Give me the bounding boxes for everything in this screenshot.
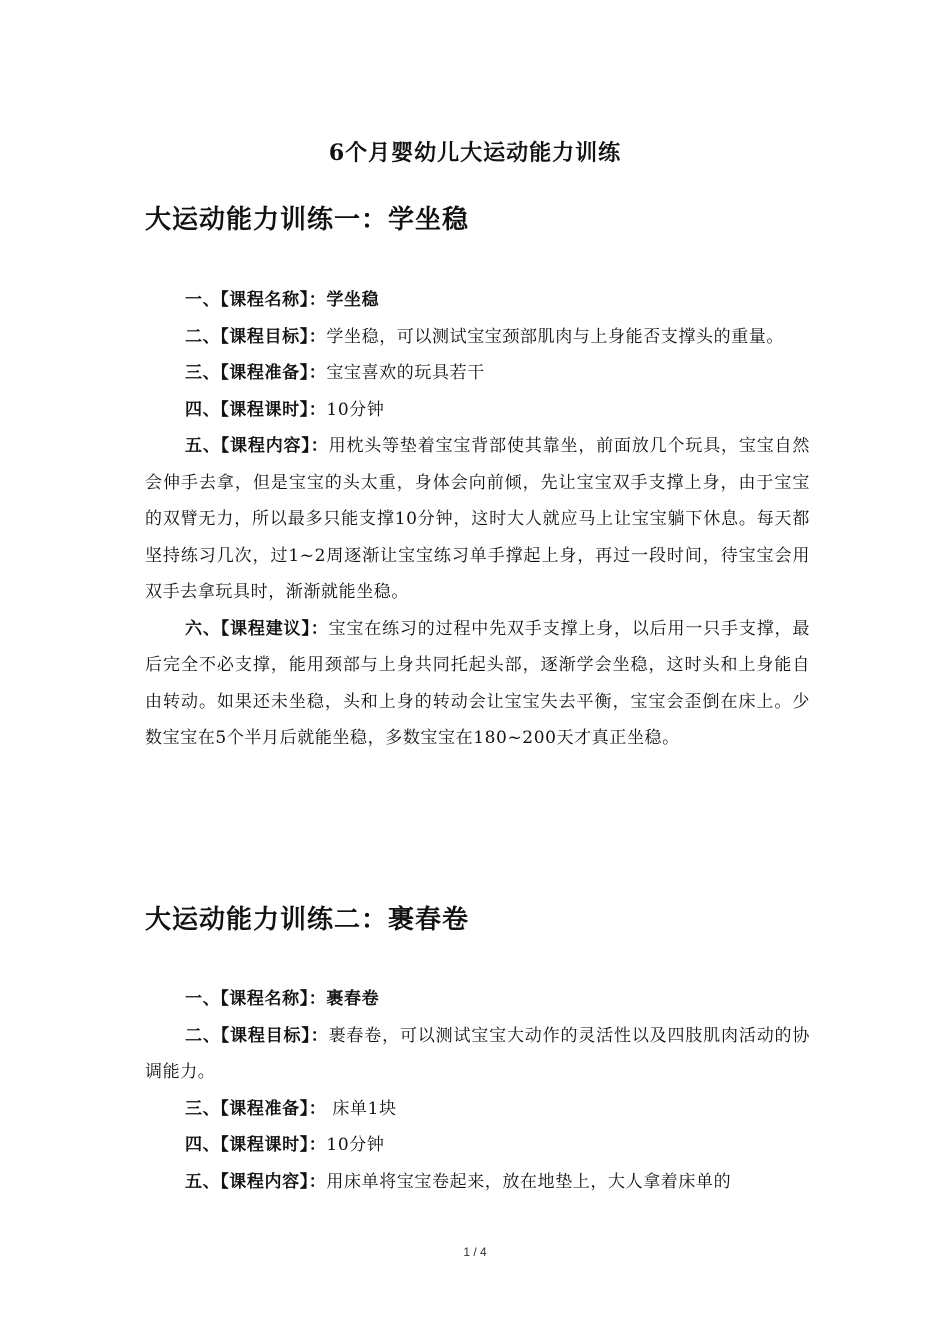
item-label: 五、【课程内容】： — [185, 1171, 327, 1192]
course-goal-item — [145, 319, 810, 356]
item-text: 裹春卷 — [326, 989, 380, 1009]
item-label: 一、【课程名称】： — [185, 989, 327, 1009]
item-label: 三、【课程准备】： — [185, 1098, 327, 1119]
course-advice-item — [145, 611, 810, 757]
course-prep-item — [145, 355, 810, 392]
item-text: 床单1块 — [326, 1098, 397, 1119]
section-heading-2: 大运动能力训练二：裹春卷 — [145, 905, 470, 935]
course-name-item — [145, 981, 810, 1018]
item-label: 三、【课程准备】： — [185, 363, 327, 383]
item-label: 五、【课程内容】： — [185, 436, 329, 456]
course-duration-item — [145, 1127, 810, 1164]
course-prep-item — [145, 1091, 810, 1128]
course-content-item — [145, 1164, 810, 1201]
course-content-item — [145, 428, 810, 611]
item-text: 宝宝在练习的过程中先双手支撑上身，以后用一只手支撑，最后完全不必支撑，能用颈部与上身共同托起头部，逐渐学会坐稳，这时头和上身能自由转动。如果还未坐稳，头和上身的转动会让宝宝失去平衡，宝宝会歪倒在床上。少数宝宝在5个半月后就能坐稳，多数宝宝在180~200天才真正坐稳。 — [145, 618, 810, 748]
item-label: 一、【课程名称】： — [185, 290, 327, 310]
item-text: 用床单将宝宝卷起来，放在地垫上，大人拿着床单的 — [326, 1171, 732, 1192]
page-number: 1 / 4 — [463, 1245, 487, 1259]
item-text: 用枕头等垫着宝宝背部使其靠坐，前面放几个玩具，宝宝自然会伸手去拿，但是宝宝的头太重，身体会向前倾，先让宝宝双手支撑上身，由于宝宝的双臂无力，所以最多只能支撑10分钟，这时大人就应马上让宝宝躺下休息。每天都坚持练习几次，过1~2周逐渐让宝宝练习单手撑起上身，再过一段时间，待宝宝会用双手去拿玩具时，渐渐就能坐稳。 — [145, 436, 810, 602]
item-text: 学坐稳，可以测试宝宝颈部肌肉与上身能否支撑头的重量。 — [326, 326, 785, 347]
item-text: 10分钟 — [326, 1135, 385, 1155]
section-body-1 — [145, 282, 810, 757]
item-label: 二、【课程目标】： — [185, 1025, 329, 1046]
item-label: 二、【课程目标】： — [185, 326, 327, 347]
item-label: 四、【课程课时】： — [185, 1135, 327, 1155]
item-label: 四、【课程课时】： — [185, 399, 327, 420]
course-name-item — [145, 282, 810, 319]
course-goal-item — [145, 1018, 810, 1091]
document-title: 6个月婴幼儿大运动能力训练 — [328, 140, 622, 166]
item-text: 裹春卷，可以测试宝宝大动作的灵活性以及四肢肌肉活动的协调能力。 — [145, 1025, 810, 1082]
item-text: 10分钟 — [326, 399, 385, 420]
item-text: 学坐稳 — [326, 290, 380, 310]
item-label: 六、【课程建议】： — [185, 618, 329, 639]
item-text: 宝宝喜欢的玩具若干 — [326, 363, 485, 383]
course-duration-item — [145, 392, 810, 429]
section-body-2 — [145, 981, 810, 1200]
section-heading-1: 大运动能力训练一：学坐稳 — [145, 205, 470, 235]
